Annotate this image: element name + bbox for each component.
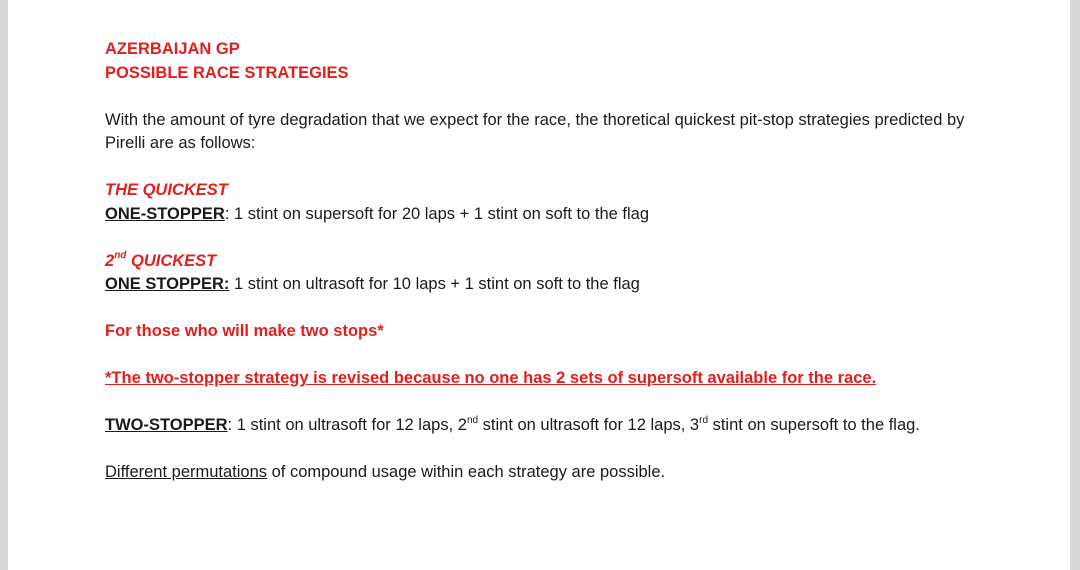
document-content — [105, 38, 975, 485]
permutations-link[interactable]: Different permutations — [105, 463, 268, 481]
quickest-label: ONE-STOPPER — [105, 204, 225, 223]
quickest-colon: : — [224, 204, 230, 223]
second-strategy — [105, 273, 975, 297]
second-label: ONE STOPPER: — [105, 275, 230, 293]
intro-paragraph: With the amount of tyre degradation that we expect for the race, the thoretical quickest pit-stop strategies predicted by Pirelli are as follows: — [105, 110, 965, 152]
permutations-note: Different permutations of compound usage within each strategy are possible. — [105, 463, 666, 481]
doc-subtitle: POSSIBLE RACE STRATEGIES — [105, 63, 349, 82]
second-quickest-heading: 2nd QUICKEST — [105, 250, 217, 270]
two-stops-heading: For those who will make two stops* — [105, 322, 384, 340]
quickest-text: 1 stint on supersoft for 20 laps + 1 stint on soft to the flag — [229, 204, 650, 223]
second-text: 1 stint on ultrasoft for 10 laps + 1 stint on soft to the flag — [229, 275, 640, 293]
revised-note: *The two-stopper strategy is revised because no one has 2 sets of supersoft available for the race. — [105, 369, 877, 387]
two-stopper-strategy: TWO-STOPPER: 1 stint on ultrasoft for 12 laps, 2nd stint on ultrasoft for 12 laps, 3rd stint on supersoft to the flag. — [105, 414, 920, 434]
document-page — [8, 0, 1070, 570]
two-stopper-label: TWO-STOPPER — [105, 416, 228, 434]
quickest-heading: THE QUICKEST — [105, 181, 228, 199]
doc-title: AZERBAIJAN GP — [105, 40, 240, 58]
quickest-strategy — [105, 203, 975, 227]
